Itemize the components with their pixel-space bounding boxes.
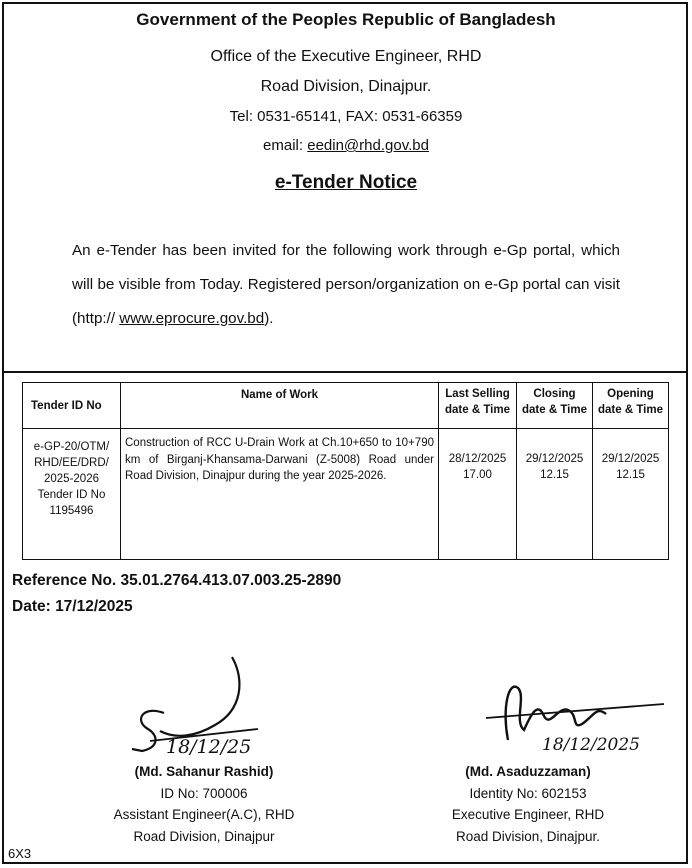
contact-email [0,137,692,154]
email-link[interactable]: eedin@rhd.gov.bd [307,137,429,154]
signature-left [120,655,270,765]
header-closing: Closing date & Time [517,383,593,429]
header-last-selling: Last Selling date & Time [439,383,517,429]
signature-left-date: 18/12/25 [166,736,252,758]
signature-right-date: 18/12/2025 [542,735,640,755]
signatory-left [64,761,344,847]
contact-phone-fax: Tel: 0531-65141, FAX: 0531-66359 [229,108,463,125]
page-title: e-Tender Notice [274,172,418,193]
tender-table [22,382,669,560]
signatory-right-id: Identity No: 602153 [469,785,587,801]
section-divider [2,371,688,373]
notice-body: An e-Tender has been invited for the following work through e-Gp portal, which will be visible from Today. Registered person/organization on e-Gp portal can visit (http:// [72,242,620,327]
signature-right [478,670,668,765]
signatory-left-name: (Md. Sahanur Rashid) [134,764,274,779]
header-name-of-work: Name of Work [121,383,439,429]
reference-number: Reference No. 35.01.2764.413.07.003.25-2890 [12,572,342,589]
corner-code: 6X3 [8,846,32,861]
cell-tender-id: e-GP-20/OTM/ RHD/EE/DRD/ 2025-2026 Tender ID No 1195496 [23,429,121,560]
header-opening: Opening date & Time [593,383,669,429]
cell-last-selling: 28/12/2025 17.00 [439,429,517,560]
cell-opening: 29/12/2025 12.15 [593,429,669,560]
table-row [23,429,669,560]
signatory-left-id: ID No: 700006 [160,785,248,801]
signatory-right-name: (Md. Asaduzzaman) [465,764,591,779]
signatory-left-office: Road Division, Dinajpur [133,828,275,844]
email-label: email: [263,137,308,154]
office-heading: Office of the Executive Engineer, RHD [210,48,482,65]
signature-left-stroke [160,657,239,736]
signatory-left-designation: Assistant Engineer(A.C), RHD [113,807,295,822]
reference-date: Date: 17/12/2025 [12,598,133,615]
eprocure-link[interactable]: www.eprocure.gov.bd [119,310,265,327]
notice-body-end: ). [264,310,274,327]
signatory-right-designation: Executive Engineer, RHD [451,807,605,822]
government-heading: Government of the Peoples Republic of Bangladesh [136,10,556,29]
cell-closing: 29/12/2025 12.15 [517,429,593,560]
cell-name-of-work: Construction of RCC U-Drain Work at Ch.10+650 to 10+790 km of Birganj-Khansama-Darwani (Z-5008) Road under Road Division, Dinajpur during the year 2025-2026. [121,429,439,560]
signatory-right [388,761,668,847]
signature-left-flourish [132,711,164,751]
notice-paragraph [72,234,620,336]
signature-right-line [486,704,664,718]
signatory-right-office: Road Division, Dinajpur. [455,828,601,844]
table-header-row [23,383,669,429]
header-tender-id: Tender ID No [23,383,121,429]
division-heading: Road Division, Dinajpur. [260,78,432,95]
